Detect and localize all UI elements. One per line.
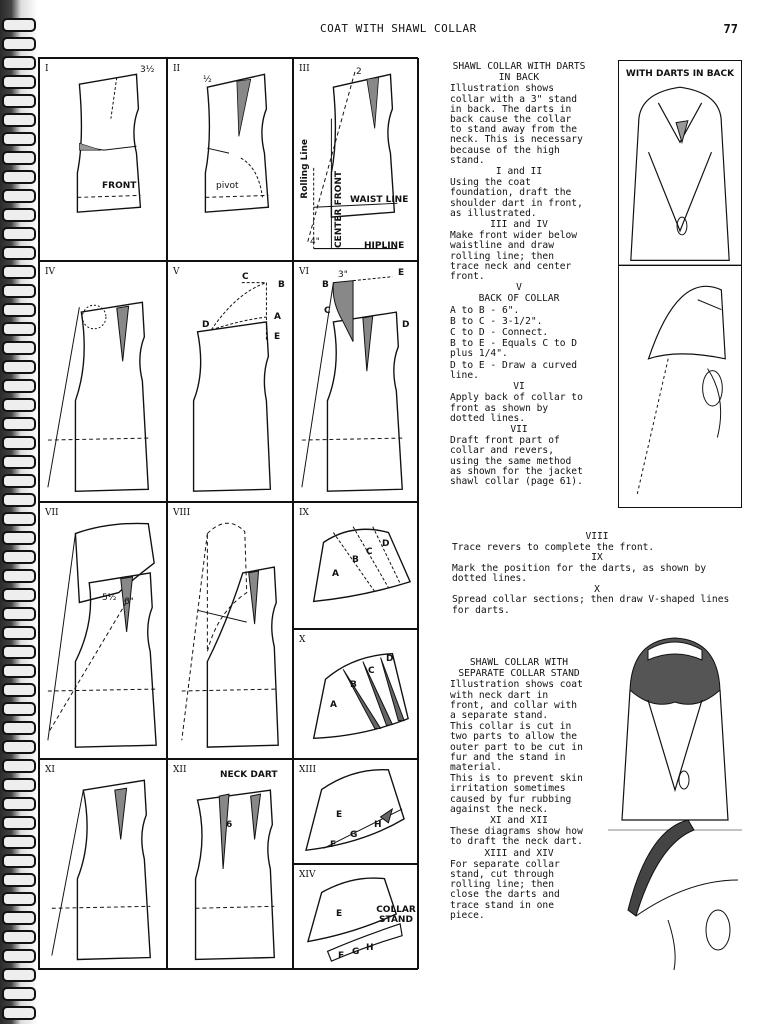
step-text: Make front wider below waistline and draw rolling line; then trace neck and center front.: [450, 230, 578, 283]
diagram-i: [39, 58, 167, 261]
rolling-line-label: Rolling Line: [300, 139, 310, 199]
binding-ring: [2, 930, 36, 944]
step-text: Spread collar sections; then draw V-shaped lines for darts.: [452, 594, 730, 616]
binding-ring: [2, 797, 36, 811]
step-text: Trace revers to complete the front.: [452, 541, 655, 553]
step-heading: III and IV: [490, 219, 548, 231]
binding-ring: [2, 835, 36, 849]
diagram-viii: [167, 502, 293, 759]
neck-dart-drawing: [168, 760, 292, 968]
binding-ring: [2, 94, 36, 108]
binding-ring: [2, 360, 36, 374]
intro-text: Illustration shows coat with neck dart in front, and collar with a separate stand.: [450, 679, 583, 722]
point-b-label: B: [322, 280, 329, 290]
binding-ring: [2, 208, 36, 222]
collar-spread-drawing: [294, 630, 418, 758]
section-b-label: B: [352, 555, 359, 565]
section-h-label: H: [366, 943, 374, 953]
diagram-ii: [167, 58, 293, 261]
bodice-pivot-drawing: [168, 59, 292, 260]
binding-ring: [2, 284, 36, 298]
diagram-xiii: [293, 759, 419, 864]
diagram-vi: [293, 261, 419, 502]
section-a-label: A: [330, 700, 337, 710]
measure-step: B to C - 3-1/2".: [450, 315, 543, 327]
binding-ring: [2, 1006, 36, 1020]
collar-applied-drawing: [294, 262, 418, 501]
figure-darts-in-back: [618, 60, 742, 508]
binding-ring: [2, 303, 36, 317]
binding-ring: [2, 740, 36, 754]
binding-ring: [2, 588, 36, 602]
pivot-label: pivot: [216, 181, 239, 191]
measure-label: ½: [203, 75, 212, 85]
binding-ring: [2, 493, 36, 507]
diagram-vii: [39, 502, 167, 759]
step-text: Apply back of collar to front as shown by dotted lines.: [450, 392, 583, 424]
measure-step: B to E - Equals C to D plus 1/4".: [450, 338, 578, 360]
diagram-numeral: XIV: [299, 870, 316, 880]
section-title: SHAWL COLLAR WITH DARTS: [452, 61, 586, 72]
binding-ring: [2, 436, 36, 450]
waist-line-label: WAIST LINE: [350, 195, 409, 205]
binding-ring: [2, 759, 36, 773]
binding-ring: [2, 816, 36, 830]
binding-ring: [2, 569, 36, 583]
measure-label: 2: [356, 67, 362, 77]
bodice-front-drawing: [40, 59, 166, 260]
point-d-label: D: [202, 320, 210, 330]
binding-ring: [2, 607, 36, 621]
diagram-iii: [293, 58, 419, 261]
page-header: COAT WITH SHAWL COLLAR: [320, 22, 477, 35]
diagram-ix: [293, 502, 419, 629]
step-text: Using the coat foundation, draft the shoulder dart in front, as illustrated.: [450, 177, 583, 219]
step-heading: V: [516, 282, 522, 294]
diagram-xiv: [293, 864, 419, 969]
binding-ring: [2, 721, 36, 735]
binding-ring: [2, 18, 36, 32]
step-text: Draft front part of collar and revers, using the same method as shown for the jacket shawl collar (page 61).: [450, 435, 583, 487]
measure-step: D to E - Draw a curved line.: [450, 359, 578, 381]
binding-ring: [2, 189, 36, 203]
binding-ring: [2, 987, 36, 1001]
binding-ring: [2, 265, 36, 279]
section-c-label: C: [366, 547, 373, 557]
diagram-numeral: IV: [45, 267, 56, 277]
binding-ring: [2, 645, 36, 659]
diagram-v: [167, 261, 293, 502]
intro-text: Illustration shows collar with a 3" stand in back. The darts in back cause the collar to stand away from the neck. This is necessary because of the high stand.: [450, 83, 583, 166]
diagram-numeral: III: [299, 64, 310, 74]
section-c-label: C: [368, 666, 375, 676]
binding-ring: [2, 949, 36, 963]
diagram-xi: [39, 759, 167, 969]
section-title: SEPARATE COLLAR STAND: [458, 668, 580, 680]
binding-ring: [2, 37, 36, 51]
collar-cut-drawing: [294, 760, 418, 863]
diagram-numeral: XI: [45, 765, 55, 775]
revers-complete-drawing: [168, 503, 292, 758]
section-d-label: D: [386, 654, 394, 664]
point-b-label: B: [278, 280, 285, 290]
step-heading: X: [594, 583, 600, 595]
binding-ring: [2, 873, 36, 887]
measure-step: C to D - Connect.: [450, 327, 549, 339]
diagram-numeral: VI: [299, 267, 310, 277]
section-f-label: F: [338, 951, 345, 961]
step-text: These diagrams show how to draft the neck dart.: [450, 826, 583, 848]
figure-label: WITH DARTS IN BACK: [625, 69, 735, 79]
section-title: IN BACK: [498, 72, 540, 84]
four-inch-label: 4": [310, 237, 320, 247]
binding-ring: [2, 664, 36, 678]
point-a-label: A: [274, 312, 281, 322]
diagram-numeral: IX: [299, 508, 309, 518]
binding-ring: [2, 132, 36, 146]
collar-sections-marked-drawing: [294, 503, 418, 628]
step-text: For separate collar stand, cut through rolling line; then close the darts and trace stand in one piece.: [450, 858, 560, 921]
diagram-numeral: VII: [45, 508, 59, 518]
diagram-xii: [167, 759, 293, 969]
measure-label: 6": [124, 597, 134, 607]
binding-ring: [2, 56, 36, 70]
binding-ring: [2, 455, 36, 469]
step-text: Mark the position for the darts, as shown by dotted lines.: [452, 562, 707, 584]
section-steps-viii-x: [452, 532, 742, 616]
binding-ring: [2, 854, 36, 868]
binding-ring: [2, 341, 36, 355]
binding-ring: [2, 778, 36, 792]
diagram-grid: [38, 57, 418, 970]
hipline-label: HIPLINE: [364, 241, 405, 251]
diagram-numeral: II: [173, 64, 181, 74]
center-front-label: CENTER FRONT: [334, 171, 344, 249]
diagram-numeral: X: [299, 635, 306, 645]
step-heading: I and II: [495, 166, 543, 178]
binding-ring: [2, 113, 36, 127]
section-g-label: G: [352, 947, 360, 957]
diagram-x: [293, 629, 419, 759]
binding-ring: [2, 246, 36, 260]
section-d-label: D: [382, 539, 390, 549]
measure-label: 5½: [102, 593, 117, 603]
step-heading: XI and XII: [490, 815, 548, 827]
measure-label: 6: [226, 820, 233, 830]
collar-revers-drawing: [40, 503, 166, 758]
step-subheading: BACK OF COLLAR: [478, 293, 560, 305]
binding-ring: [2, 531, 36, 545]
coat-illustration: [619, 61, 741, 507]
diagram-numeral: VIII: [173, 508, 191, 518]
binding-ring: [2, 892, 36, 906]
binding-ring: [2, 398, 36, 412]
back-of-collar-drawing: [168, 262, 292, 501]
front-label: FRONT: [102, 181, 137, 191]
fur-coat-illustration: [608, 630, 742, 970]
section-g-label: G: [350, 830, 358, 840]
measure-label: 3½: [140, 65, 155, 75]
binding-ring: [2, 626, 36, 640]
binding-ring: [2, 702, 36, 716]
step-heading: VII: [510, 423, 528, 435]
diagram-numeral: XIII: [299, 765, 317, 775]
section-f-label: F: [330, 840, 337, 850]
spiral-binding: [0, 0, 38, 1024]
binding-ring: [2, 151, 36, 165]
neck-dart-label: NECK DART: [220, 770, 278, 780]
bodice-widened-drawing: [40, 262, 166, 501]
measure-step: A to B - 6".: [450, 304, 520, 316]
point-e-label: E: [398, 268, 405, 278]
point-c-label: C: [242, 272, 249, 282]
binding-ring: [2, 512, 36, 526]
diagram-numeral: V: [173, 267, 180, 277]
binding-ring: [2, 227, 36, 241]
binding-ring: [2, 474, 36, 488]
step-heading: XIII and XIV: [484, 847, 554, 859]
binding-ring: [2, 379, 36, 393]
step-heading: VIII: [585, 531, 609, 542]
point-e-label: E: [274, 332, 281, 342]
binding-ring: [2, 417, 36, 431]
step-heading: VI: [513, 381, 525, 393]
step-text: This is to prevent skin irritation sometimes caused by fur rubbing against the neck.: [450, 773, 583, 815]
binding-ring: [2, 968, 36, 982]
binding-ring: [2, 683, 36, 697]
section-title: SHAWL COLLAR WITH: [469, 657, 569, 668]
neck-dart-draft-drawing: [40, 760, 166, 968]
collar-stand-label: COLLAR STAND: [376, 905, 416, 925]
section-a-label: A: [332, 569, 339, 579]
step-text: This collar is cut in two parts to allow the outer part to be cut in fur and the stand in material.: [450, 721, 583, 774]
section-e-label: E: [336, 909, 343, 919]
point-d-label: D: [402, 320, 410, 330]
step-heading: IX: [591, 552, 603, 563]
section-darts-in-back: [450, 62, 588, 488]
binding-ring: [2, 75, 36, 89]
section-b-label: B: [350, 680, 357, 690]
diagram-numeral: XII: [173, 765, 187, 775]
point-c-label: C: [324, 306, 331, 316]
three-inch-label: 3": [338, 270, 348, 280]
diagram-numeral: I: [45, 64, 49, 74]
section-h-label: H: [374, 820, 382, 830]
diagram-iv: [39, 261, 167, 502]
binding-ring: [2, 550, 36, 564]
bodice-rolling-line-drawing: [294, 59, 418, 260]
section-separate-stand: [450, 658, 588, 922]
binding-ring: [2, 322, 36, 336]
binding-ring: [2, 911, 36, 925]
binding-ring: [2, 170, 36, 184]
section-e-label: E: [336, 810, 343, 820]
figure-fur-collar: [608, 630, 742, 970]
page-number: 77: [723, 22, 738, 36]
